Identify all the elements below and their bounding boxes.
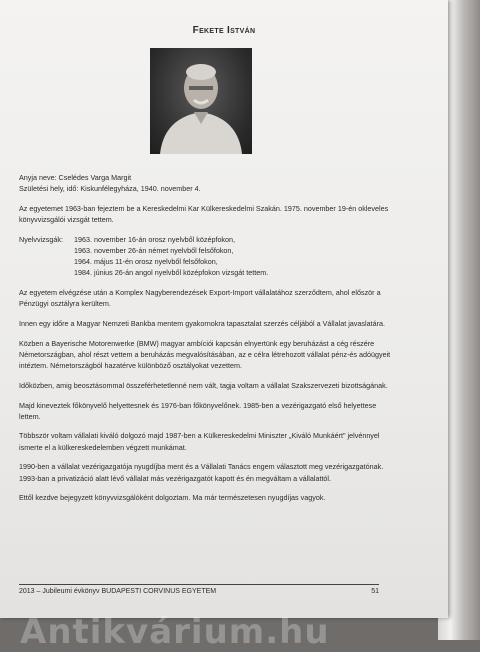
language-exam-item: 1963. november 26-án német nyelvből felsőfokon, <box>74 246 234 256</box>
paragraph: 1990-ben a vállalat vezérigazgatója nyugdíjba ment és a Vállalati Tanács engem választott meg vezérigazgatónak. 1993-ban a privatizáció alatt lévő vállalat más vezérigazgatót kapott és én megváltam a vállalattól. <box>19 462 384 483</box>
language-exams <box>19 234 391 279</box>
footer-publication: 2013 – Jubileumi évkönyv BUDAPESTI CORVINUS EGYETEM <box>19 588 217 595</box>
language-exam-item: 1964. május 11-én orosz nyelvből felsőfokon, <box>74 257 218 267</box>
page-footer <box>19 584 379 595</box>
intro-block <box>19 172 391 194</box>
birth-line: Születési hely, idő: Kiskunfélegyháza, 1940. november 4. <box>19 184 201 194</box>
paragraph: Innen egy időre a Magyar Nemzeti Bankba mentem gyakornokra tapasztalat szerzés céljából a Vállalat javaslatára. <box>19 319 385 329</box>
paragraph: Ettől kezdve bejegyzett könyvvizsgálóként dolgoztam. Ma már természetesen nyugdíjas vagyok. <box>19 493 326 503</box>
watermark: Antikvárium.hu <box>20 612 330 652</box>
paragraph: Majd kineveztek főkönyvelő helyettesnek és 1976-ban főkönyvelőnek. 1985-ben a vezérigazgató első helyettese lettem. <box>19 400 377 421</box>
paragraph: Többször voltam vállalati kiváló dolgozó majd 1987-ben a Külkereskedelmi Miniszter „Kiváló Munkáért" jelvénnyel ismerte el a külkereskedelemben végzett munkámat. <box>19 431 380 452</box>
paragraph: Az egyetem elvégzése után a Komplex Nagyberendezések Export-Import vállalatához szerződtem, ahol először a Pénzügyi osztályra kerültem. <box>19 288 381 309</box>
page-number: 51 <box>371 588 379 595</box>
portrait-photo-icon <box>150 48 252 154</box>
paragraph: Az egyetemet 1963-ban fejeztem be a Kereskedelmi Kar Külkereskedelmi Szakán. 1975. november 19-én okleveles könyvvizsgálói vizsgát tettem. <box>19 203 389 225</box>
language-exam-item: 1963. november 16-án orosz nyelvből középfokon, <box>74 234 236 244</box>
portrait-photo <box>150 48 252 154</box>
language-exam-item: 1984. június 26-án angol nyelvből középfokon vizsgát tettem. <box>74 268 269 278</box>
page-title: Fekete István <box>192 25 256 36</box>
paragraph: Időközben, amig beosztásommal összeférhetetlenné nem vált, tagja voltam a vállalat Szakszervezeti bizottságának. <box>19 380 388 390</box>
paragraph: Közben a Bayerische Motorenwerke (BMW) magyar ambíciói kapcsán elnyertünk egy beruházást a cég részére Németországban, ahol részt vettem a beruházás megvalósításában, az e célra létrehozott vállalat pénz-és adóügyeit intéztem. Németországból hazatérve különböző osztályokat vezettem. <box>19 338 391 371</box>
biography-body <box>19 172 391 512</box>
language-exams-label: Nyelvvizsgák: <box>19 234 63 244</box>
mother-name-line: Anyja neve: Cselédes Varga Margit <box>19 173 132 182</box>
